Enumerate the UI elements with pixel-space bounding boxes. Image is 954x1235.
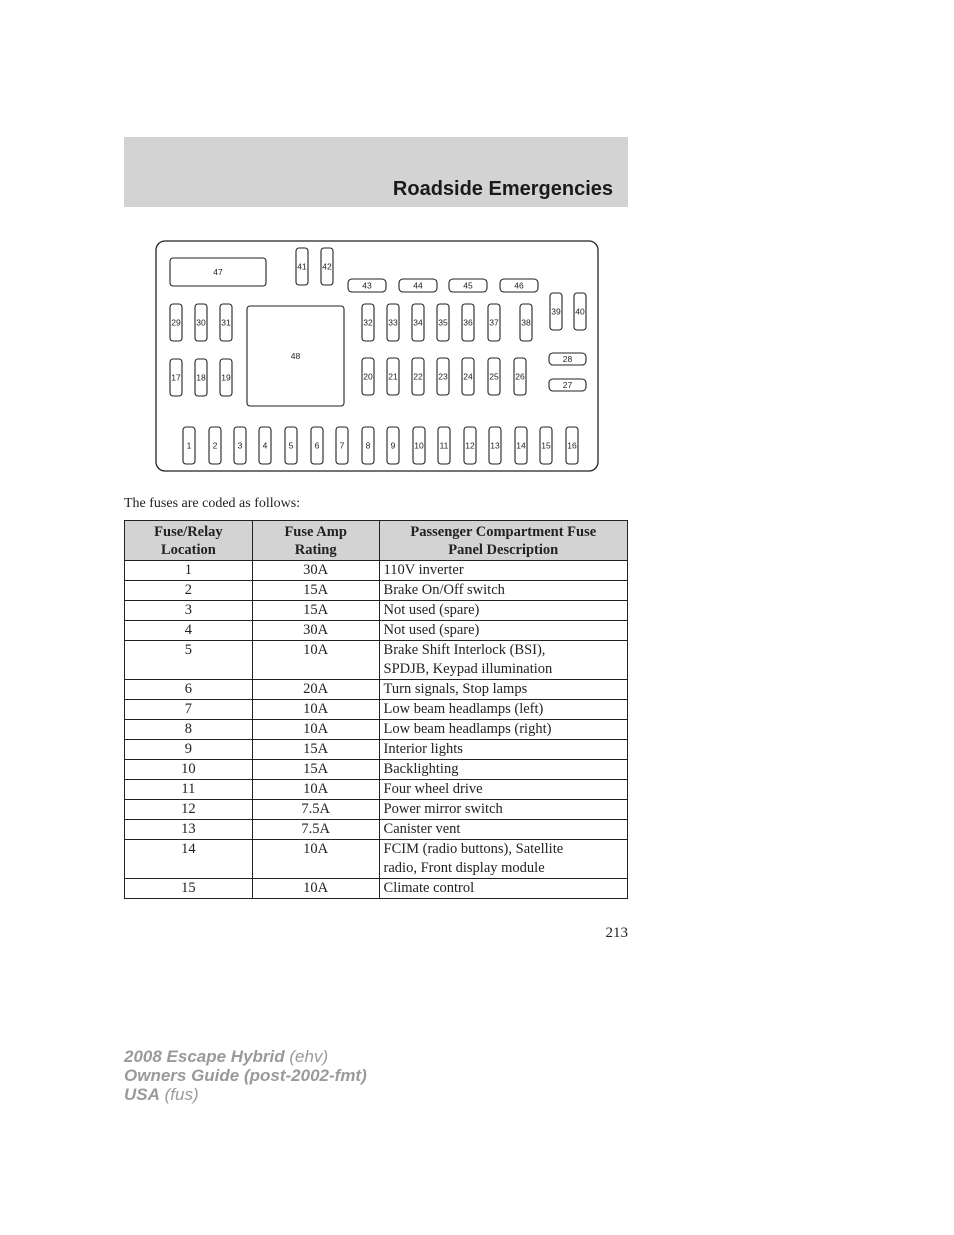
fuse-label: 6 [314, 440, 320, 451]
fuse-label: 2 [212, 440, 218, 451]
fuse-label: 48 [290, 351, 301, 361]
fuse-right-horizontal [549, 353, 586, 365]
fuse-mid-lower [514, 358, 526, 395]
cell-rating: 10A [252, 780, 379, 800]
fuse-top-horizontal [399, 279, 437, 292]
fuse-panel-diagram [155, 240, 600, 474]
fuse-label: 24 [463, 371, 473, 382]
fuse-label: 44 [413, 280, 423, 291]
fuse-mid-lower [387, 358, 399, 395]
cell-location: 13 [125, 820, 253, 840]
section-header-band [124, 137, 628, 207]
fuse-bottom-row [209, 427, 221, 464]
fuse-bottom-row [311, 427, 323, 464]
table-row [125, 621, 628, 641]
fuse-label: 31 [221, 317, 231, 328]
cell-rating: 30A [252, 621, 379, 641]
fuse-label: 18 [196, 372, 206, 383]
cell-description: Turn signals, Stop lamps [379, 680, 627, 700]
table-row [125, 740, 628, 760]
cell-location: 1 [125, 561, 253, 581]
fuse-top-pair [296, 248, 308, 285]
fuse-mid-upper [462, 304, 474, 341]
fuse-left-upper [220, 304, 232, 341]
fuse-table [124, 520, 628, 899]
fuse-label: 38 [521, 317, 531, 328]
relay-47 [170, 258, 266, 286]
footer-line-3: USA (fus) [124, 1085, 199, 1104]
fuse-mid-lower [462, 358, 474, 395]
fuse-left-lower [170, 359, 182, 396]
fuse-label: 47 [213, 267, 223, 277]
fuse-right-horizontal [549, 379, 586, 391]
table-row [125, 720, 628, 740]
cell-location: 12 [125, 800, 253, 820]
cell-location: 7 [125, 700, 253, 720]
fuse-bottom-row [515, 427, 527, 464]
cell-rating: 30A [252, 561, 379, 581]
fuse-top-horizontal [449, 279, 487, 292]
fuse-label: 28 [562, 354, 573, 364]
fuse-bottom-row [540, 427, 552, 464]
fuse-label: 39 [551, 306, 561, 317]
cell-location: 2 [125, 581, 253, 601]
fuse-label: 27 [562, 380, 573, 390]
fuse-right-pair [550, 293, 562, 330]
fuse-label: 46 [514, 280, 524, 291]
table-row [125, 780, 628, 800]
fuse-left-upper [170, 304, 182, 341]
cell-location: 14 [125, 840, 253, 879]
fuse-label: 10 [414, 440, 424, 451]
header-description: Passenger Compartment Fuse Panel Description [379, 521, 627, 561]
cell-location: 5 [125, 641, 253, 680]
cell-description: FCIM (radio buttons), Satellite radio, Front display module [379, 840, 627, 879]
fuse-bottom-row [566, 427, 578, 464]
fuse-label: 14 [516, 440, 526, 451]
fuse-bottom-row [464, 427, 476, 464]
fuse-label: 30 [196, 317, 206, 328]
cell-rating: 15A [252, 760, 379, 780]
fuse-bottom-row [183, 427, 195, 464]
fuse-label: 19 [221, 372, 231, 383]
table-row [125, 820, 628, 840]
header-location: Fuse/Relay Location [125, 521, 253, 561]
table-row [125, 641, 628, 680]
fuse-label: 26 [515, 371, 525, 382]
cell-location: 15 [125, 879, 253, 899]
fuse-mid-lower [362, 358, 374, 395]
fuse-bottom-row [387, 427, 399, 464]
fuse-label: 33 [388, 317, 398, 328]
fuse-bottom-row [234, 427, 246, 464]
cell-location: 9 [125, 740, 253, 760]
cell-rating: 10A [252, 641, 379, 680]
fuse-top-horizontal [500, 279, 538, 292]
fuse-mid-upper [520, 304, 532, 341]
fuse-left-lower [220, 359, 232, 396]
cell-location: 6 [125, 680, 253, 700]
fuse-label: 16 [567, 440, 577, 451]
fuse-top-horizontal [348, 279, 386, 292]
fuse-label: 36 [463, 317, 473, 328]
fuse-label: 29 [171, 317, 181, 328]
fuse-mid-lower [488, 358, 500, 395]
fuse-label: 13 [490, 440, 500, 451]
fuse-label: 9 [390, 440, 396, 451]
cell-rating: 7.5A [252, 800, 379, 820]
table-row [125, 840, 628, 879]
fuse-label: 37 [489, 317, 499, 328]
fuse-label: 20 [363, 371, 373, 382]
cell-rating: 15A [252, 581, 379, 601]
fuse-label: 17 [171, 372, 181, 383]
table-row [125, 700, 628, 720]
cell-location: 3 [125, 601, 253, 621]
fuse-label: 45 [463, 280, 473, 291]
fuse-mid-upper [488, 304, 500, 341]
table-row [125, 601, 628, 621]
cell-description: Interior lights [379, 740, 627, 760]
fuse-label: 32 [363, 317, 373, 328]
cell-description: Brake Shift Interlock (BSI), SPDJB, Keypad illumination [379, 641, 627, 680]
cell-description: Four wheel drive [379, 780, 627, 800]
fuse-mid-upper [387, 304, 399, 341]
cell-description: Canister vent [379, 820, 627, 840]
cell-location: 11 [125, 780, 253, 800]
fuse-label: 25 [489, 371, 499, 382]
fuse-top-pair [321, 248, 333, 285]
fuse-label: 42 [322, 261, 332, 272]
fuse-label: 1 [186, 440, 192, 451]
footer-line-2: Owners Guide (post-2002-fmt) [124, 1066, 367, 1085]
cell-rating: 10A [252, 879, 379, 899]
fuse-label: 35 [438, 317, 448, 328]
table-row [125, 760, 628, 780]
page-number: 213 [605, 925, 628, 941]
fuse-label: 22 [413, 371, 423, 382]
cell-description: Power mirror switch [379, 800, 627, 820]
cell-location: 4 [125, 621, 253, 641]
intro-text: The fuses are coded as follows: [124, 496, 301, 511]
fuse-label: 8 [365, 440, 371, 451]
cell-location: 8 [125, 720, 253, 740]
fuse-table-header-row [125, 521, 628, 561]
cell-description: Climate control [379, 879, 627, 899]
fuse-bottom-row [413, 427, 425, 464]
fuse-mid-lower [412, 358, 424, 395]
section-title: Roadside Emergencies [392, 178, 613, 200]
fuse-bottom-row [489, 427, 501, 464]
fuse-label: 21 [388, 371, 398, 382]
table-row [125, 800, 628, 820]
fuse-bottom-row [285, 427, 297, 464]
fuse-label: 12 [465, 440, 475, 451]
fuse-label: 41 [297, 261, 307, 272]
cell-description: Not used (spare) [379, 601, 627, 621]
cell-location: 10 [125, 760, 253, 780]
fuse-label: 34 [413, 317, 423, 328]
cell-description: Low beam headlamps (right) [379, 720, 627, 740]
fuse-left-upper [195, 304, 207, 341]
cell-rating: 15A [252, 601, 379, 621]
cell-rating: 10A [252, 720, 379, 740]
fuse-label: 43 [362, 280, 372, 291]
fuse-panel-svg [155, 240, 600, 474]
fuse-label: 3 [237, 440, 243, 451]
fuse-label: 7 [339, 440, 345, 451]
fuse-bottom-row [259, 427, 271, 464]
fuse-mid-lower [437, 358, 449, 395]
cell-rating: 7.5A [252, 820, 379, 840]
relay-48 [247, 306, 344, 406]
cell-rating: 10A [252, 840, 379, 879]
fuse-label: 5 [288, 440, 294, 451]
cell-rating: 10A [252, 700, 379, 720]
footer-line-1: 2008 Escape Hybrid (ehv) [124, 1047, 329, 1066]
cell-description: Brake On/Off switch [379, 581, 627, 601]
fuse-left-lower [195, 359, 207, 396]
fuse-right-pair [574, 293, 586, 330]
cell-rating: 15A [252, 740, 379, 760]
fuse-mid-upper [412, 304, 424, 341]
fuse-label: 23 [438, 371, 448, 382]
table-row [125, 561, 628, 581]
header-rating: Fuse Amp Rating [252, 521, 379, 561]
fuse-label: 40 [575, 306, 585, 317]
cell-description: 110V inverter [379, 561, 627, 581]
cell-description: Backlighting [379, 760, 627, 780]
fuse-label: 11 [439, 440, 449, 451]
table-row [125, 879, 628, 899]
table-row [125, 581, 628, 601]
fuse-mid-upper [362, 304, 374, 341]
cell-description: Low beam headlamps (left) [379, 700, 627, 720]
fuse-label: 4 [262, 440, 268, 451]
fuse-mid-upper [437, 304, 449, 341]
fuse-bottom-row [438, 427, 450, 464]
fuse-bottom-row [362, 427, 374, 464]
cell-rating: 20A [252, 680, 379, 700]
fuse-bottom-row [336, 427, 348, 464]
table-row [125, 680, 628, 700]
cell-description: Not used (spare) [379, 621, 627, 641]
document-footer [124, 1047, 367, 1104]
fuse-label: 15 [541, 440, 551, 451]
